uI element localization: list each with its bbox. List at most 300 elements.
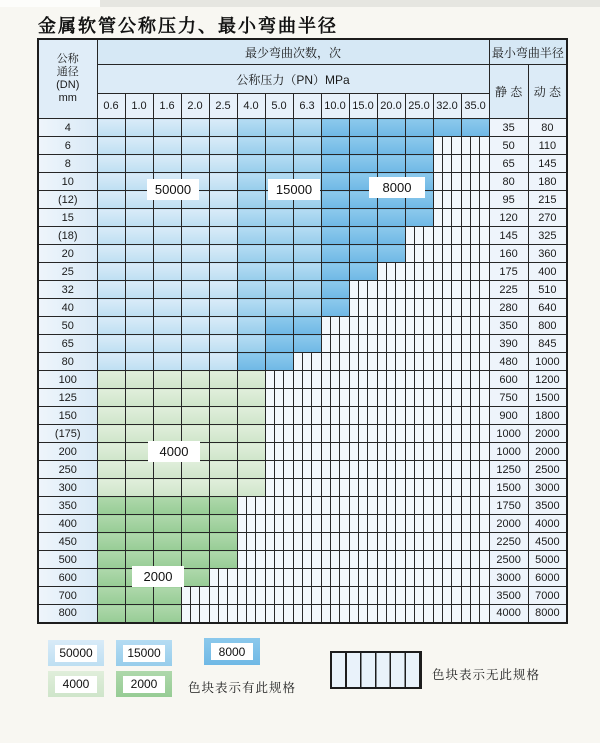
no-spec-cell	[433, 425, 461, 443]
spec-cell-8000	[377, 119, 405, 137]
dn-cell: 450	[38, 533, 97, 551]
no-spec-cell	[461, 533, 489, 551]
min-radius-header: 最小弯曲半径	[489, 39, 567, 65]
no-spec-cell	[349, 605, 377, 623]
no-spec-cell	[237, 497, 265, 515]
spec-cell-8000	[321, 281, 349, 299]
static-radius-cell: 1000	[489, 443, 528, 461]
no-spec-cell	[405, 425, 433, 443]
no-spec-cell	[349, 353, 377, 371]
spec-cell-50000	[153, 353, 181, 371]
spec-cell-8000	[321, 299, 349, 317]
bend-cycles-header: 最少弯曲次数，次	[97, 39, 489, 65]
no-spec-cell	[405, 245, 433, 263]
spec-cell-50000	[97, 299, 125, 317]
spec-cell-2000	[209, 497, 237, 515]
spec-cell-4000	[237, 443, 265, 461]
table-row	[38, 317, 567, 335]
spec-cell-2000	[209, 533, 237, 551]
spec-cell-8000	[405, 209, 433, 227]
spec-cell-15000	[293, 209, 321, 227]
no-spec-cell	[321, 371, 349, 389]
no-spec-cell	[265, 425, 293, 443]
table-row	[38, 605, 567, 623]
dynamic-radius-cell: 800	[528, 317, 567, 335]
static-header: 静 态	[489, 65, 528, 119]
table-row	[38, 443, 567, 461]
no-spec-cell	[377, 317, 405, 335]
spec-cell-15000	[237, 137, 265, 155]
spec-cell-4000	[153, 425, 181, 443]
pressure-value-cell: 15.0	[349, 94, 377, 119]
no-spec-cell	[293, 569, 321, 587]
spec-cell-4000	[153, 479, 181, 497]
spec-cell-4000	[209, 479, 237, 497]
no-spec-cell	[433, 335, 461, 353]
dynamic-radius-cell: 8000	[528, 605, 567, 623]
cycles-label-2000: 2000	[132, 566, 184, 587]
spec-cell-8000	[349, 137, 377, 155]
static-radius-cell: 175	[489, 263, 528, 281]
spec-cell-4000	[97, 479, 125, 497]
spec-cell-15000	[293, 281, 321, 299]
spec-cell-8000	[461, 119, 489, 137]
no-spec-cell	[265, 461, 293, 479]
table-row	[38, 371, 567, 389]
spec-cell-15000	[265, 227, 293, 245]
spec-cell-8000	[349, 263, 377, 281]
spec-cell-2000	[125, 515, 153, 533]
no-spec-cell	[377, 335, 405, 353]
spec-cell-8000	[265, 335, 293, 353]
dynamic-header: 动 态	[528, 65, 567, 119]
spec-cell-50000	[125, 137, 153, 155]
no-spec-cell	[293, 551, 321, 569]
no-spec-cell	[433, 353, 461, 371]
spec-cell-50000	[125, 209, 153, 227]
pressure-value-cell: 35.0	[461, 94, 489, 119]
no-spec-cell	[461, 137, 489, 155]
spec-cell-4000	[125, 389, 153, 407]
no-spec-cell	[405, 263, 433, 281]
legend-swatch-label-2000: 2000	[123, 676, 165, 693]
no-spec-cell	[405, 497, 433, 515]
table-row	[38, 479, 567, 497]
no-spec-cell	[461, 389, 489, 407]
spec-cell-15000	[265, 137, 293, 155]
spec-cell-50000	[209, 281, 237, 299]
spec-cell-4000	[97, 407, 125, 425]
cycles-label-15000: 15000	[268, 179, 320, 200]
no-spec-cell	[433, 407, 461, 425]
static-radius-cell: 1500	[489, 479, 528, 497]
dn-cell: 80	[38, 353, 97, 371]
dn-cell: 6	[38, 137, 97, 155]
dn-cell: 400	[38, 515, 97, 533]
spec-cell-15000	[293, 137, 321, 155]
no-spec-cell	[405, 461, 433, 479]
spec-cell-4000	[153, 371, 181, 389]
legend-swatch-4000	[48, 671, 104, 697]
no-spec-cell	[377, 371, 405, 389]
dn-cell: 125	[38, 389, 97, 407]
spec-cell-2000	[125, 533, 153, 551]
dn-cell: 350	[38, 497, 97, 515]
spec-cell-2000	[153, 533, 181, 551]
spec-cell-15000	[237, 317, 265, 335]
dynamic-radius-cell: 270	[528, 209, 567, 227]
spec-cell-4000	[153, 407, 181, 425]
spec-cell-8000	[405, 119, 433, 137]
static-radius-cell: 65	[489, 155, 528, 173]
no-spec-cell	[265, 389, 293, 407]
spec-cell-4000	[97, 371, 125, 389]
dynamic-radius-cell: 1000	[528, 353, 567, 371]
spec-cell-15000	[237, 155, 265, 173]
legend-swatch-label-15000: 15000	[123, 645, 165, 662]
dn-cell: (12)	[38, 191, 97, 209]
spec-cell-15000	[293, 227, 321, 245]
legend-swatch-15000	[116, 640, 172, 666]
no-spec-cell	[433, 587, 461, 605]
spec-cell-50000	[181, 227, 209, 245]
static-radius-cell: 4000	[489, 605, 528, 623]
spec-cell-50000	[153, 137, 181, 155]
spec-cell-4000	[97, 443, 125, 461]
no-spec-cell	[293, 605, 321, 623]
table-row	[38, 137, 567, 155]
no-spec-cell	[237, 515, 265, 533]
static-radius-cell: 160	[489, 245, 528, 263]
no-spec-cell	[377, 551, 405, 569]
static-radius-cell: 1750	[489, 497, 528, 515]
spec-cell-50000	[181, 335, 209, 353]
dn-cell: 65	[38, 335, 97, 353]
spec-cell-2000	[153, 605, 181, 623]
no-spec-cell	[405, 227, 433, 245]
dn-cell: 20	[38, 245, 97, 263]
no-spec-cell	[349, 479, 377, 497]
no-spec-cell	[377, 443, 405, 461]
spec-cell-50000	[97, 317, 125, 335]
no-spec-cell	[433, 191, 461, 209]
no-spec-cell	[433, 389, 461, 407]
static-radius-cell: 2000	[489, 515, 528, 533]
spec-cell-8000	[349, 155, 377, 173]
spec-cell-15000	[265, 245, 293, 263]
spec-cell-2000	[181, 515, 209, 533]
no-spec-cell	[461, 155, 489, 173]
no-spec-cell	[433, 533, 461, 551]
spec-cell-8000	[405, 137, 433, 155]
spec-cell-15000	[293, 299, 321, 317]
spec-cell-8000	[321, 245, 349, 263]
spec-cell-50000	[125, 155, 153, 173]
static-radius-cell: 480	[489, 353, 528, 371]
spec-table-wrap	[37, 38, 568, 624]
no-spec-cell	[265, 443, 293, 461]
spec-cell-2000	[209, 551, 237, 569]
dn-cell: 600	[38, 569, 97, 587]
static-radius-cell: 350	[489, 317, 528, 335]
no-spec-cell	[405, 479, 433, 497]
no-spec-cell	[461, 263, 489, 281]
no-spec-cell	[405, 299, 433, 317]
static-radius-cell: 50	[489, 137, 528, 155]
no-spec-cell	[405, 371, 433, 389]
dynamic-radius-cell: 400	[528, 263, 567, 281]
spec-cell-8000	[237, 353, 265, 371]
spec-cell-8000	[377, 137, 405, 155]
no-spec-cell	[265, 551, 293, 569]
no-spec-cell	[349, 497, 377, 515]
no-spec-cell	[265, 407, 293, 425]
table-row	[38, 263, 567, 281]
no-spec-cell	[433, 281, 461, 299]
spec-cell-50000	[181, 209, 209, 227]
spec-cell-2000	[181, 569, 209, 587]
spec-cell-2000	[97, 569, 125, 587]
dynamic-radius-cell: 80	[528, 119, 567, 137]
spec-cell-8000	[321, 173, 349, 191]
dn-cell: 40	[38, 299, 97, 317]
dn-header-cell	[38, 39, 97, 119]
spec-cell-4000	[181, 461, 209, 479]
legend-has-spec-text: 色块表示有此规格	[188, 681, 297, 695]
no-spec-cell	[237, 605, 265, 623]
no-spec-cell	[321, 515, 349, 533]
scan-top-strip	[0, 0, 600, 7]
no-spec-cell	[349, 569, 377, 587]
no-spec-cell	[405, 443, 433, 461]
no-spec-cell	[377, 407, 405, 425]
spec-cell-50000	[209, 227, 237, 245]
spec-cell-2000	[97, 587, 125, 605]
spec-cell-50000	[209, 353, 237, 371]
no-spec-cell	[461, 173, 489, 191]
no-spec-cell	[461, 515, 489, 533]
static-radius-cell: 80	[489, 173, 528, 191]
no-spec-cell	[321, 569, 349, 587]
spec-cell-50000	[153, 245, 181, 263]
no-spec-cell	[461, 245, 489, 263]
spec-cell-2000	[97, 497, 125, 515]
static-radius-cell: 900	[489, 407, 528, 425]
spec-cell-50000	[97, 209, 125, 227]
spec-cell-4000	[125, 371, 153, 389]
dynamic-radius-cell: 640	[528, 299, 567, 317]
dn-header-line1: 公称	[56, 53, 79, 65]
no-spec-cell	[433, 515, 461, 533]
spec-cell-4000	[209, 407, 237, 425]
spec-cell-50000	[209, 191, 237, 209]
dn-cell: 4	[38, 119, 97, 137]
no-spec-cell	[377, 461, 405, 479]
static-radius-cell: 2500	[489, 551, 528, 569]
no-spec-cell	[433, 497, 461, 515]
spec-cell-4000	[209, 389, 237, 407]
spec-cell-2000	[153, 587, 181, 605]
dn-header-line2: 通径	[56, 66, 79, 78]
no-spec-cell	[293, 353, 321, 371]
no-spec-cell	[405, 389, 433, 407]
table-row	[38, 515, 567, 533]
spec-cell-50000	[209, 245, 237, 263]
no-spec-cell	[405, 407, 433, 425]
legend-swatch-50000	[48, 640, 104, 666]
no-spec-cell	[237, 533, 265, 551]
no-spec-cell	[349, 281, 377, 299]
pressure-value-cell: 2.5	[209, 94, 237, 119]
no-spec-cell	[181, 587, 209, 605]
pressure-value-cell: 32.0	[433, 94, 461, 119]
no-spec-cell	[293, 461, 321, 479]
dynamic-radius-cell: 1500	[528, 389, 567, 407]
spec-cell-4000	[125, 425, 153, 443]
no-spec-cell	[461, 551, 489, 569]
dn-cell: 32	[38, 281, 97, 299]
no-spec-cell	[405, 587, 433, 605]
no-spec-cell	[461, 587, 489, 605]
legend-swatch-label-8000: 8000	[211, 643, 253, 660]
spec-cell-4000	[97, 425, 125, 443]
no-spec-cell	[405, 551, 433, 569]
no-spec-cell	[265, 605, 293, 623]
static-radius-cell: 600	[489, 371, 528, 389]
pressure-value-cell: 1.0	[125, 94, 153, 119]
no-spec-cell	[433, 137, 461, 155]
spec-cell-4000	[237, 479, 265, 497]
no-spec-cell	[293, 515, 321, 533]
static-radius-cell: 1000	[489, 425, 528, 443]
spec-cell-15000	[293, 245, 321, 263]
no-spec-cell	[377, 281, 405, 299]
spec-cell-50000	[125, 119, 153, 137]
no-spec-cell	[293, 443, 321, 461]
no-spec-cell	[405, 569, 433, 587]
static-radius-cell: 225	[489, 281, 528, 299]
no-spec-cell	[377, 425, 405, 443]
pressure-values-row	[38, 94, 567, 119]
dn-cell: 25	[38, 263, 97, 281]
spec-cell-50000	[125, 353, 153, 371]
no-spec-cell	[433, 551, 461, 569]
legend-no-spec-swatch	[330, 651, 422, 689]
no-spec-cell	[405, 515, 433, 533]
spec-cell-8000	[377, 227, 405, 245]
spec-cell-50000	[97, 335, 125, 353]
spec-cell-15000	[237, 335, 265, 353]
no-spec-cell	[433, 317, 461, 335]
spec-cell-50000	[153, 281, 181, 299]
spec-cell-2000	[97, 533, 125, 551]
table-row	[38, 281, 567, 299]
no-spec-cell	[349, 551, 377, 569]
no-spec-cell	[377, 299, 405, 317]
table-row	[38, 551, 567, 569]
dn-cell: 200	[38, 443, 97, 461]
no-spec-cell	[433, 371, 461, 389]
no-spec-cell	[237, 569, 265, 587]
header-row-top	[38, 39, 567, 65]
dynamic-radius-cell: 3500	[528, 497, 567, 515]
legend-swatch-8000	[204, 638, 260, 665]
pressure-value-cell: 1.6	[153, 94, 181, 119]
spec-cell-50000	[153, 209, 181, 227]
spec-cell-2000	[125, 497, 153, 515]
cycles-label-4000: 4000	[148, 441, 200, 462]
static-radius-cell: 95	[489, 191, 528, 209]
spec-cell-4000	[181, 425, 209, 443]
dynamic-radius-cell: 6000	[528, 569, 567, 587]
no-spec-cell	[321, 443, 349, 461]
spec-cell-4000	[209, 425, 237, 443]
spec-cell-50000	[181, 137, 209, 155]
no-spec-cell	[321, 335, 349, 353]
no-spec-cell	[433, 479, 461, 497]
static-radius-cell: 1250	[489, 461, 528, 479]
spec-cell-50000	[209, 335, 237, 353]
no-spec-cell	[461, 281, 489, 299]
no-spec-cell	[209, 587, 237, 605]
no-spec-cell	[461, 317, 489, 335]
dynamic-radius-cell: 325	[528, 227, 567, 245]
spec-cell-8000	[433, 119, 461, 137]
spec-cell-50000	[125, 227, 153, 245]
no-spec-cell	[377, 263, 405, 281]
no-spec-cell	[349, 443, 377, 461]
spec-cell-15000	[237, 209, 265, 227]
spec-cell-8000	[321, 209, 349, 227]
spec-cell-50000	[181, 119, 209, 137]
spec-cell-50000	[153, 155, 181, 173]
no-spec-cell	[433, 605, 461, 623]
no-spec-cell	[377, 353, 405, 371]
spec-cell-50000	[97, 191, 125, 209]
spec-cell-8000	[321, 137, 349, 155]
no-spec-cell	[349, 299, 377, 317]
no-spec-cell	[321, 551, 349, 569]
no-spec-cell	[321, 461, 349, 479]
spec-cell-15000	[237, 227, 265, 245]
spec-cell-2000	[181, 551, 209, 569]
pressure-value-cell: 4.0	[237, 94, 265, 119]
no-spec-cell	[293, 479, 321, 497]
spec-cell-50000	[181, 299, 209, 317]
spec-cell-15000	[265, 299, 293, 317]
no-spec-cell	[461, 479, 489, 497]
table-row	[38, 569, 567, 587]
no-spec-cell	[433, 569, 461, 587]
no-spec-cell	[405, 317, 433, 335]
dynamic-radius-cell: 145	[528, 155, 567, 173]
spec-cell-50000	[97, 263, 125, 281]
no-spec-cell	[321, 587, 349, 605]
dn-cell: 150	[38, 407, 97, 425]
no-spec-cell	[405, 605, 433, 623]
spec-cell-2000	[153, 497, 181, 515]
no-spec-cell	[293, 497, 321, 515]
no-spec-cell	[237, 587, 265, 605]
no-spec-cell	[433, 461, 461, 479]
spec-cell-50000	[209, 155, 237, 173]
spec-cell-4000	[237, 407, 265, 425]
table-row	[38, 389, 567, 407]
no-spec-cell	[265, 515, 293, 533]
table-row	[38, 119, 567, 137]
table-row	[38, 245, 567, 263]
dn-cell: 10	[38, 173, 97, 191]
